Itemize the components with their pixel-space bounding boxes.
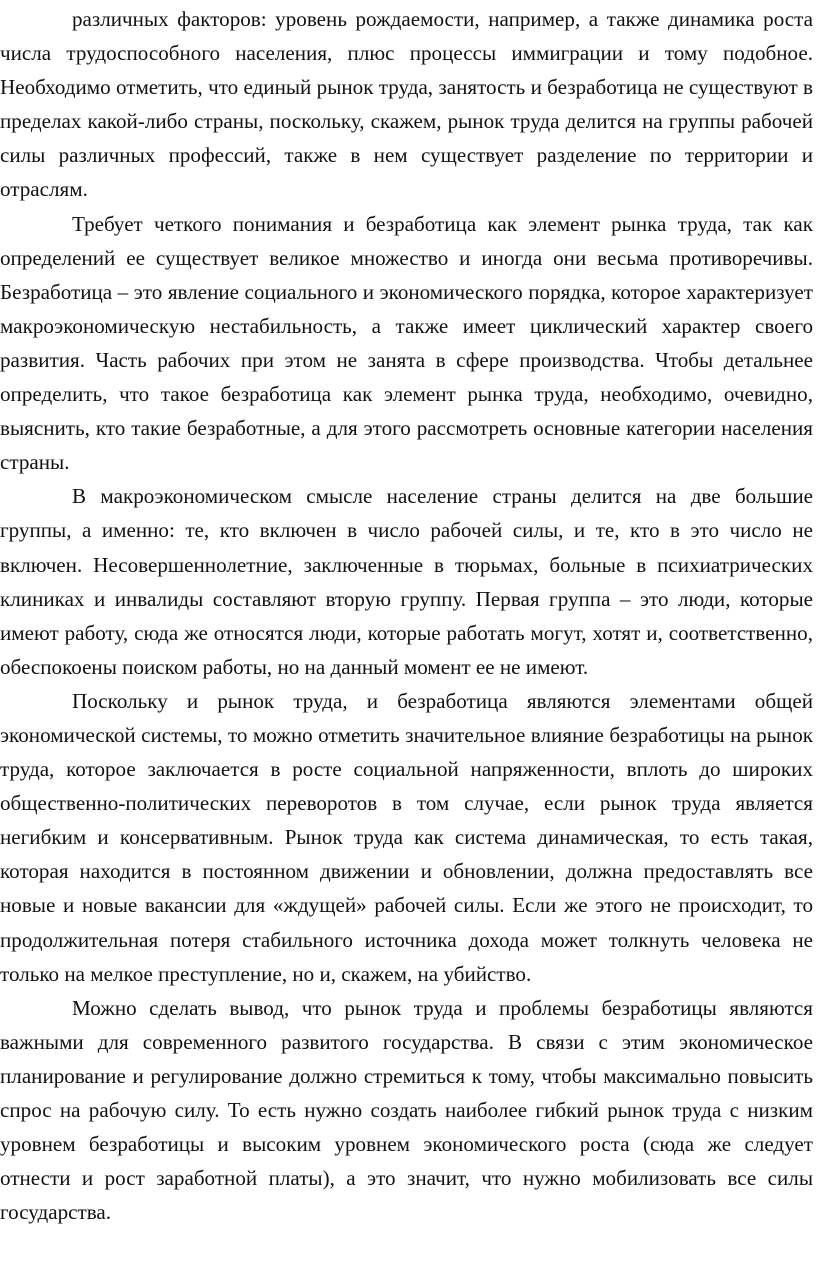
paragraph: В макроэкономическом смысле население страны делится на две большие группы, а именно: те, кто включен в число рабочей силы, и те, кто в это число не включен. Несовершеннолетние, заключенные в тюрьмах, больные в психиатрических клиниках и инвалиды составляют вторую группу. Первая группа – это люди, которые имеют работу, сюда же относятся люди, которые работать могут, хотят и, соответственно, обеспокоены поиском работы, но на данный момент ее не имеют. — [0, 484, 813, 679]
paragraph: Требует четкого понимания и безработица как элемент рынка труда, так как определений ее существует великое множество и иногда они весьма противоречивы. Безработица – это явление социального и экономического порядка, которое характеризует макроэкономическую нестабильность, а также имеет циклический характер своего развития. Часть рабочих при этом не занята в сфере производства. Чтобы детальнее определить, что такое безработица как элемент рынка труда, необходимо, очевидно, выяснить, кто такие безработные, а для этого рассмотреть основные категории населения страны. — [0, 211, 813, 475]
paragraph: Можно сделать вывод, что рынок труда и проблемы безработицы являются важными для современного развитого государства. В связи с этим экономическое планирование и регулирование должно стремиться к тому, чтобы максимально повысить спрос на рабочую силу. То есть нужно создать наиболее гибкий рынок труда с низким уровнем безработицы и высоким уровнем экономического роста (сюда же следует отнести и рост заработной платы), а это значит, что нужно мобилизовать все силы государства. — [0, 995, 813, 1225]
paragraph: различных факторов: уровень рождаемости, например, а также динамика роста числа трудоспособного населения, плюс процессы иммиграции и тому подобное. Необходимо отметить, что единый рынок труда, занятость и безработица не существуют в пределах какой-либо страны, поскольку, скажем, рынок труда делится на группы рабочей силы различных профессий, также в нем существует разделение по территории и отраслям. — [0, 7, 813, 202]
paragraph: Поскольку и рынок труда, и безработица являются элементами общей экономической системы, то можно отметить значительное влияние безработицы на рынок труда, которое заключается в росте социальной напряженности, вплоть до широких общественно-политических переворотов в том случае, если рынок труда является негибким и консервативным. Рынок труда как система динамическая, то есть такая, которая находится в постоянном движении и обновлении, должна предоставлять все новые и новые вакансии для «ждущей» рабочей силы. Если же этого не происходит, то продолжительная потеря стабильного источника дохода может толкнуть человека не только на мелкое преступление, но и, скажем, на убийство. — [0, 688, 813, 986]
